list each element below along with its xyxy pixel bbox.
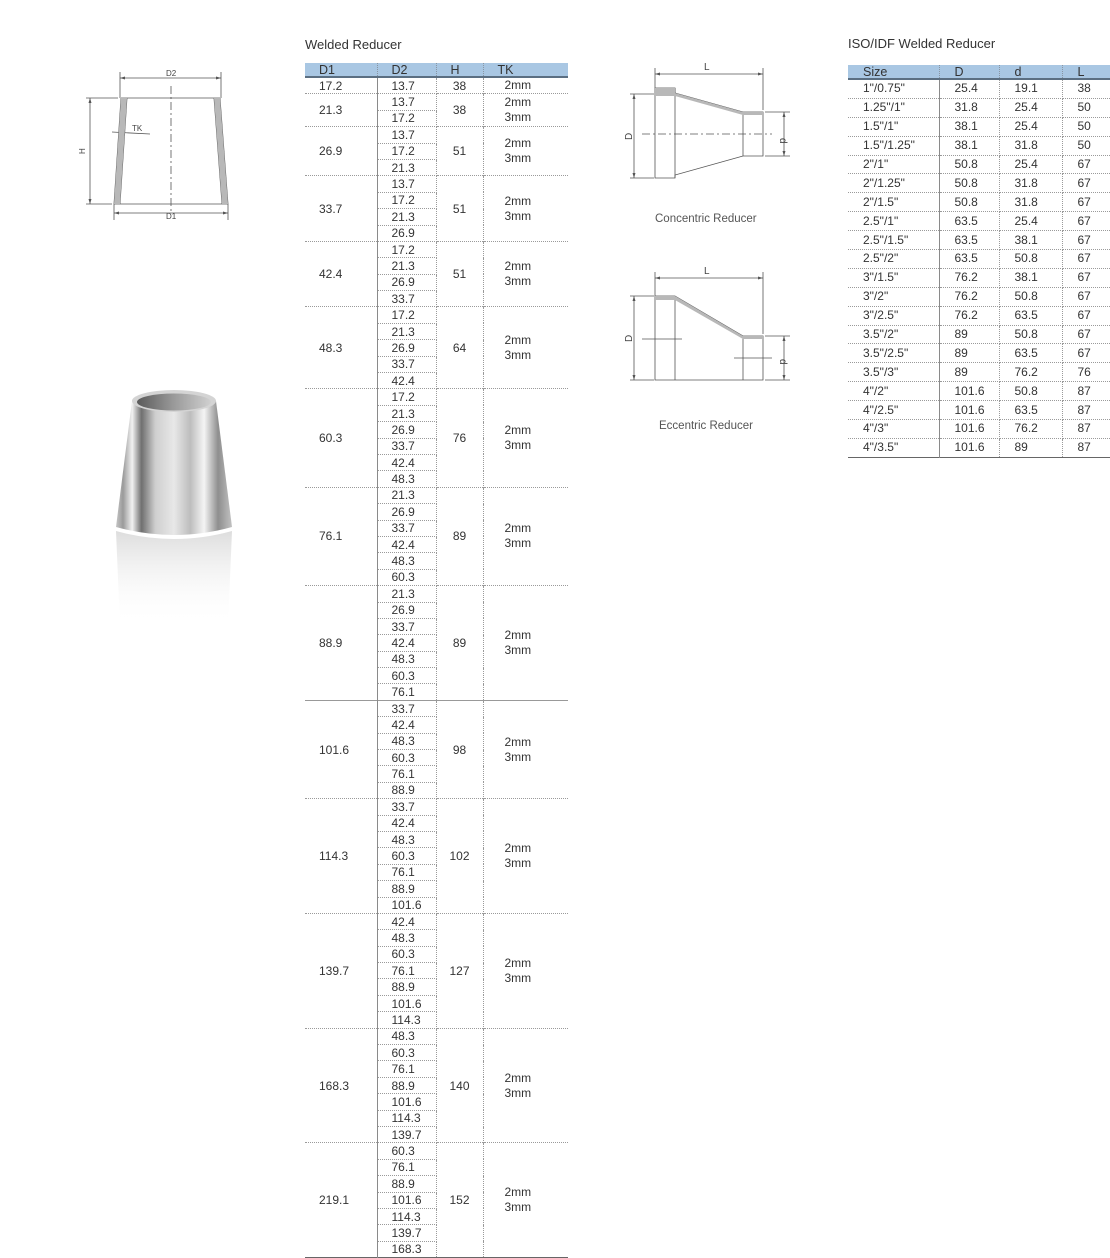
small-d-cell: 50.8 (999, 382, 1062, 401)
tk-value: 2mm (504, 841, 532, 856)
tk-cell (483, 94, 568, 127)
size-cell: 2"/1.5" (848, 193, 939, 212)
h-cell: 38 (436, 94, 483, 127)
d1-cell: 76.1 (305, 487, 377, 585)
eccentric-reducer-drawing (622, 262, 792, 386)
h-cell: 64 (436, 307, 483, 389)
big-d-cell: 89 (939, 363, 999, 382)
d2-cell: 60.3 (377, 946, 436, 962)
d2-cell: 60.3 (377, 848, 436, 864)
d2-cell: 17.2 (377, 307, 436, 323)
reducer-product-photo (112, 385, 244, 630)
d1-cell: 60.3 (305, 389, 377, 487)
d2-cell: 42.4 (377, 454, 436, 470)
big-d-cell: 63.5 (939, 212, 999, 231)
big-d-cell: 50.8 (939, 174, 999, 193)
d2-cell: 21.3 (377, 586, 436, 602)
h-cell: 76 (436, 389, 483, 487)
h-cell: 51 (436, 241, 483, 307)
d2-cell: 13.7 (377, 127, 436, 143)
table-row (848, 212, 1110, 231)
l-cell: 67 (1062, 212, 1110, 231)
d1-cell: 17.2 (305, 77, 377, 94)
size-cell: 1.25"/1" (848, 98, 939, 117)
d2-cell: 114.3 (377, 1208, 436, 1224)
size-cell: 2.5"/1.5" (848, 231, 939, 250)
d1-cell: 42.4 (305, 241, 377, 307)
d2-cell: 17.2 (377, 241, 436, 257)
l-cell: 50 (1062, 98, 1110, 117)
d2-cell: 26.9 (377, 504, 436, 520)
welded-header-row (305, 63, 568, 77)
small-d-cell: 38.1 (999, 231, 1062, 250)
welded-reducer-drawing (78, 62, 238, 224)
size-cell: 3.5"/3" (848, 363, 939, 382)
h-cell: 89 (436, 586, 483, 701)
table-row (305, 586, 568, 602)
small-d-cell: 25.4 (999, 155, 1062, 174)
size-cell: 4"/3.5" (848, 438, 939, 457)
d2-cell: 42.4 (377, 717, 436, 733)
table-row (848, 155, 1110, 174)
tk-cell (483, 913, 568, 1028)
d2-cell: 33.7 (377, 799, 436, 815)
tk-value: 3mm (504, 347, 532, 362)
l-cell: 67 (1062, 250, 1110, 269)
d2-cell: 114.3 (377, 1012, 436, 1028)
tk-cell (483, 1143, 568, 1258)
l-cell: 76 (1062, 363, 1110, 382)
d2-cell: 33.7 (377, 291, 436, 307)
d2-cell: 88.9 (377, 1176, 436, 1192)
table-row (305, 799, 568, 815)
l-cell: 67 (1062, 287, 1110, 306)
table-row (848, 420, 1110, 439)
tk-value: 2mm (504, 136, 532, 151)
d2-cell: 13.7 (377, 94, 436, 110)
small-d-cell: 76.2 (999, 363, 1062, 382)
d2-cell: 60.3 (377, 569, 436, 585)
h-cell: 127 (436, 913, 483, 1028)
table-row (848, 193, 1110, 212)
header-tk: TK (483, 63, 568, 77)
d2-cell: 139.7 (377, 1127, 436, 1143)
table-row (305, 487, 568, 503)
size-cell: 3"/2" (848, 287, 939, 306)
d2-cell: 42.4 (377, 815, 436, 831)
d1-cell: 26.9 (305, 127, 377, 176)
d1-cell: 88.9 (305, 586, 377, 701)
concentric-l-label: L (704, 62, 710, 73)
table-row (848, 174, 1110, 193)
size-cell: 4"/2" (848, 382, 939, 401)
tk-value: 2mm (504, 734, 532, 749)
table-row (305, 389, 568, 405)
l-cell: 67 (1062, 268, 1110, 287)
iso-reducer-title: ISO/IDF Welded Reducer (848, 36, 996, 51)
d1-cell: 21.3 (305, 94, 377, 127)
d2-cell: 48.3 (377, 553, 436, 569)
d2-cell: 26.9 (377, 274, 436, 290)
size-cell: 4"/3" (848, 420, 939, 439)
tk-cell (483, 127, 568, 176)
tk-value: 3mm (504, 536, 532, 551)
tk-value: 3mm (504, 274, 532, 289)
tk-value: 3mm (504, 749, 532, 764)
d2-cell: 88.9 (377, 881, 436, 897)
tk-value: 2mm (504, 955, 532, 970)
header-d2: D2 (377, 63, 436, 77)
l-cell: 87 (1062, 401, 1110, 420)
d1-cell: 101.6 (305, 700, 377, 798)
size-cell: 2.5"/2" (848, 250, 939, 269)
l-cell: 87 (1062, 382, 1110, 401)
l-cell: 67 (1062, 193, 1110, 212)
tk-value: 2mm (504, 78, 532, 93)
d2-cell: 17.2 (377, 192, 436, 208)
d2-cell: 21.3 (377, 323, 436, 339)
big-d-cell: 89 (939, 344, 999, 363)
size-cell: 2"/1" (848, 155, 939, 174)
big-d-cell: 76.2 (939, 287, 999, 306)
table-row (848, 98, 1110, 117)
table-row (305, 1028, 568, 1044)
table-row (305, 176, 568, 192)
tk-value: 3mm (504, 208, 532, 223)
d2-cell: 17.2 (377, 389, 436, 405)
d1-cell: 114.3 (305, 799, 377, 914)
d2-cell: 114.3 (377, 1110, 436, 1126)
concentric-reducer-drawing (622, 60, 792, 182)
table-row (848, 306, 1110, 325)
d2-cell: 13.7 (377, 176, 436, 192)
d2-cell: 48.3 (377, 930, 436, 946)
header-l: L (1062, 65, 1110, 79)
d2-cell: 60.3 (377, 1045, 436, 1061)
tk-value: 3mm (504, 438, 532, 453)
tk-value: 2mm (504, 193, 532, 208)
big-d-cell: 31.8 (939, 98, 999, 117)
big-d-cell: 63.5 (939, 250, 999, 269)
welded-reducer-title: Welded Reducer (305, 37, 402, 52)
tk-cell (483, 586, 568, 701)
header-d1: D1 (305, 63, 377, 77)
d2-cell: 33.7 (377, 618, 436, 634)
h-cell: 38 (436, 77, 483, 94)
d2-cell: 21.3 (377, 405, 436, 421)
size-cell: 1"/0.75" (848, 79, 939, 98)
table-row (848, 287, 1110, 306)
header-big-d: D (939, 65, 999, 79)
big-d-cell: 76.2 (939, 268, 999, 287)
tk-value: 3mm (504, 110, 532, 125)
big-d-cell: 101.6 (939, 382, 999, 401)
l-cell: 87 (1062, 420, 1110, 439)
l-cell: 67 (1062, 306, 1110, 325)
size-cell: 3.5"/2" (848, 325, 939, 344)
tk-value: 3mm (504, 151, 532, 166)
tk-cell (483, 176, 568, 242)
small-d-cell: 63.5 (999, 306, 1062, 325)
l-cell: 67 (1062, 174, 1110, 193)
small-d-cell: 38.1 (999, 268, 1062, 287)
d2-cell: 48.3 (377, 831, 436, 847)
d2-cell: 33.7 (377, 700, 436, 716)
table-row (305, 1143, 568, 1159)
tk-cell (483, 700, 568, 798)
tk-cell (483, 1028, 568, 1143)
d2-cell: 101.6 (377, 995, 436, 1011)
d2-cell: 33.7 (377, 438, 436, 454)
concentric-small-d-label: d (777, 138, 788, 144)
d2-cell: 60.3 (377, 668, 436, 684)
tk-value: 2mm (504, 1185, 532, 1200)
table-row (848, 268, 1110, 287)
d2-cell: 26.9 (377, 602, 436, 618)
table-row (848, 438, 1110, 457)
d2-cell: 42.4 (377, 536, 436, 552)
iso-table-body (848, 79, 1110, 457)
d2-cell: 88.9 (377, 979, 436, 995)
d2-cell: 48.3 (377, 1028, 436, 1044)
h-cell: 102 (436, 799, 483, 914)
d2-cell: 17.2 (377, 143, 436, 159)
tk-value: 2mm (504, 1070, 532, 1085)
d2-cell: 42.4 (377, 373, 436, 389)
d1-cell: 219.1 (305, 1143, 377, 1258)
d1-cell: 168.3 (305, 1028, 377, 1143)
d2-cell: 21.3 (377, 159, 436, 175)
d2-cell: 21.3 (377, 258, 436, 274)
table-row (848, 325, 1110, 344)
eccentric-small-d-label: d (777, 359, 788, 365)
size-cell: 1.5"/1" (848, 117, 939, 136)
tk-value: 2mm (504, 627, 532, 642)
d2-cell: 26.9 (377, 422, 436, 438)
l-cell: 67 (1062, 344, 1110, 363)
d2-cell: 33.7 (377, 520, 436, 536)
size-cell: 1.5"/1.25" (848, 136, 939, 155)
big-d-cell: 76.2 (939, 306, 999, 325)
tk-cell (483, 487, 568, 585)
h-label: H (78, 148, 87, 154)
tk-cell (483, 307, 568, 389)
d2-cell: 17.2 (377, 110, 436, 126)
size-cell: 4"/2.5" (848, 401, 939, 420)
tk-value: 3mm (504, 1200, 532, 1215)
small-d-cell: 31.8 (999, 193, 1062, 212)
size-cell: 3"/1.5" (848, 268, 939, 287)
table-row (848, 117, 1110, 136)
d2-cell: 88.9 (377, 1077, 436, 1093)
table-row (848, 231, 1110, 250)
h-cell: 98 (436, 700, 483, 798)
header-h: H (436, 63, 483, 77)
big-d-cell: 63.5 (939, 231, 999, 250)
small-d-cell: 31.8 (999, 136, 1062, 155)
concentric-big-d-label: D (624, 132, 635, 140)
tk-value: 2mm (504, 423, 532, 438)
small-d-cell: 63.5 (999, 344, 1062, 363)
l-cell: 38 (1062, 79, 1110, 98)
table-row (848, 382, 1110, 401)
d1-cell: 139.7 (305, 913, 377, 1028)
d2-cell: 42.4 (377, 913, 436, 929)
tk-value: 3mm (504, 970, 532, 985)
d2-cell: 26.9 (377, 225, 436, 241)
big-d-cell: 25.4 (939, 79, 999, 98)
small-d-cell: 25.4 (999, 98, 1062, 117)
table-row (305, 307, 568, 323)
big-d-cell: 101.6 (939, 420, 999, 439)
h-cell: 89 (436, 487, 483, 585)
size-cell: 3"/2.5" (848, 306, 939, 325)
table-row (305, 700, 568, 716)
d2-cell: 13.7 (377, 77, 436, 94)
iso-reducer-table (848, 65, 1110, 458)
big-d-cell: 101.6 (939, 438, 999, 457)
concentric-reducer-caption: Concentric Reducer (655, 213, 757, 225)
tk-value: 2mm (504, 95, 532, 110)
d2-cell: 33.7 (377, 356, 436, 372)
header-size: Size (848, 65, 939, 79)
small-d-cell: 25.4 (999, 117, 1062, 136)
big-d-cell: 89 (939, 325, 999, 344)
table-row (848, 363, 1110, 382)
d1-cell: 33.7 (305, 176, 377, 242)
big-d-cell: 50.8 (939, 155, 999, 174)
small-d-cell: 50.8 (999, 287, 1062, 306)
l-cell: 87 (1062, 438, 1110, 457)
d2-cell: 48.3 (377, 651, 436, 667)
size-cell: 2"/1.25" (848, 174, 939, 193)
d1-cell: 48.3 (305, 307, 377, 389)
big-d-cell: 38.1 (939, 117, 999, 136)
tk-value: 3mm (504, 856, 532, 871)
small-d-cell: 63.5 (999, 401, 1062, 420)
d2-cell: 76.1 (377, 766, 436, 782)
d2-cell: 42.4 (377, 635, 436, 651)
h-cell: 51 (436, 127, 483, 176)
l-cell: 67 (1062, 155, 1110, 174)
h-cell: 51 (436, 176, 483, 242)
tk-value: 3mm (504, 642, 532, 657)
table-row (848, 344, 1110, 363)
d2-cell: 48.3 (377, 471, 436, 487)
d2-cell: 76.1 (377, 684, 436, 700)
big-d-cell: 38.1 (939, 136, 999, 155)
small-d-cell: 25.4 (999, 212, 1062, 231)
d2-cell: 21.3 (377, 209, 436, 225)
table-row (848, 401, 1110, 420)
d2-cell: 76.1 (377, 864, 436, 880)
d2-cell: 60.3 (377, 1143, 436, 1159)
h-cell: 140 (436, 1028, 483, 1143)
table-row (848, 136, 1110, 155)
table-row (305, 241, 568, 257)
small-d-cell: 76.2 (999, 420, 1062, 439)
eccentric-l-label: L (704, 266, 710, 277)
d2-cell: 101.6 (377, 1192, 436, 1208)
tk-value: 3mm (504, 1085, 532, 1100)
tk-label: TK (132, 124, 143, 133)
d2-cell: 48.3 (377, 733, 436, 749)
d2-label: D2 (166, 69, 177, 78)
d2-cell: 76.1 (377, 963, 436, 979)
l-cell: 50 (1062, 117, 1110, 136)
welded-table-body (305, 77, 568, 1258)
d2-cell: 168.3 (377, 1241, 436, 1257)
d2-cell: 101.6 (377, 1094, 436, 1110)
eccentric-big-d-label: D (624, 334, 635, 342)
d2-cell: 60.3 (377, 750, 436, 766)
d2-cell: 101.6 (377, 897, 436, 913)
header-small-d: d (999, 65, 1062, 79)
tk-cell (483, 799, 568, 914)
tk-cell (483, 241, 568, 307)
tk-cell (483, 77, 568, 94)
welded-reducer-table (305, 63, 568, 1258)
size-cell: 2.5"/1" (848, 212, 939, 231)
small-d-cell: 31.8 (999, 174, 1062, 193)
d2-cell: 88.9 (377, 782, 436, 798)
d1-label: D1 (166, 212, 177, 221)
l-cell: 67 (1062, 325, 1110, 344)
table-row (848, 250, 1110, 269)
tk-value: 2mm (504, 259, 532, 274)
table-row (305, 127, 568, 143)
table-row (305, 77, 568, 94)
table-row (848, 79, 1110, 98)
d2-cell: 21.3 (377, 487, 436, 503)
size-cell: 3.5"/2.5" (848, 344, 939, 363)
big-d-cell: 101.6 (939, 401, 999, 420)
iso-header-row (848, 65, 1110, 79)
l-cell: 67 (1062, 231, 1110, 250)
table-row (305, 913, 568, 929)
tk-cell (483, 389, 568, 487)
big-d-cell: 50.8 (939, 193, 999, 212)
d2-cell: 139.7 (377, 1225, 436, 1241)
l-cell: 50 (1062, 136, 1110, 155)
small-d-cell: 89 (999, 438, 1062, 457)
small-d-cell: 50.8 (999, 250, 1062, 269)
d2-cell: 76.1 (377, 1159, 436, 1175)
small-d-cell: 50.8 (999, 325, 1062, 344)
tk-value: 2mm (504, 521, 532, 536)
d2-cell: 76.1 (377, 1061, 436, 1077)
tk-value: 2mm (504, 332, 532, 347)
table-row (305, 94, 568, 110)
d2-cell: 26.9 (377, 340, 436, 356)
eccentric-reducer-caption: Eccentric Reducer (659, 420, 753, 432)
h-cell: 152 (436, 1143, 483, 1258)
small-d-cell: 19.1 (999, 79, 1062, 98)
